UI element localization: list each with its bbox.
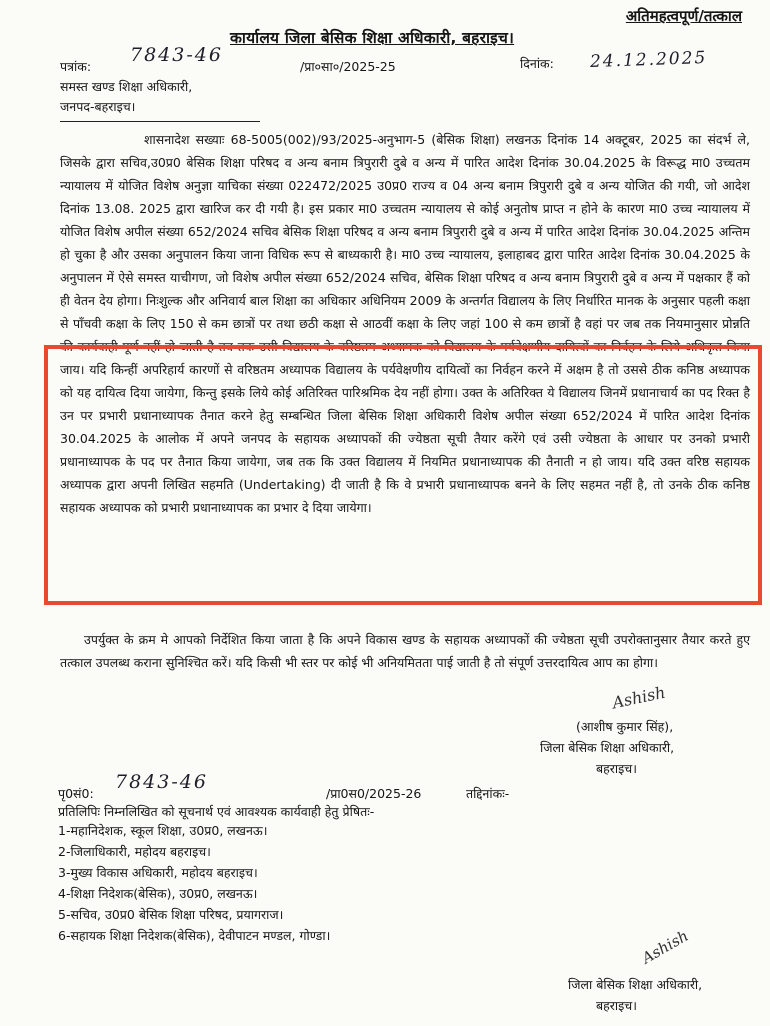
list-item: 6-सहायक शिक्षा निदेशक(बेसिक), देवीपाटन मण्डल, गोण्डा। [58, 928, 331, 943]
date-label: दिनांक: [520, 56, 554, 71]
endorsement-ref-code: /प्रा0स0/2025-26 [326, 786, 422, 801]
addressee-divider [60, 121, 260, 122]
body-paragraph-1: शासनादेश सख्याः 68-5005(002)/93/2025-अनुभाग-5 (बेसिक शिक्षा) लखनऊ दिनांक 14 अक्टूबर, 2025 का संदर्भ ले, जिसके द्वारा सचिव,उ0प्र0 बेसिक शिक्षा परिषद व अन्य बनाम त्रिपुरारी दुबे व अन्य में पारित आदेश दिनांक 30.04.2025 के विरूद्ध मा0 उच्चतम न्यायालय में योजित विशेष अनुज्ञा याचिका संख्या 022472/2025 उ0प्र0 राज्य व 04 अन्य बनाम त्रिपुरारी दुबे व अन्य योजित की गयी, जो आदेश दिनांक 13.08. 2025 द्वारा खारिज कर दी गयी है। इस प्रकार मा0 उच्चतम न्यायालय से कोई अनुतोष प्राप्त न होने के कारण मा0 उच्च न्यायालय में योजित विशेष अपील संख्या 652/2024 सचिव बेसिक शिक्षा परिषद व अन्य बनाम त्रिपुरारी दुबे व अन्य में पारित आदेश दिनांक 30.04.2025 अन्तिम हो चुका है और उसका अनुपालन किया जाना विधिक रूप से बाध्यकारी है। मा0 उच्च न्यायालय, इलाहाबद द्वारा पारित आदेश दिनांक 30.04.2025 के अनुपालन में ऐसे समस्त याचीगण, जो विशेष अपील संख्या 652/2024 सचिव, बेसिक शिक्षा परिषद व अन्य बनाम त्रिपुरारी दुबे व अन्य में पक्षकार हैं को ही वेतन देय होगा। निःशुल्क और अनिवार्य बाल शिक्षा का अधिकार अधिनियम 2009 के अन्तर्गत विद्यालय के लिए निर्धारित मानक के अनुसार पहली कक्षा से पाँचवी कक्षा के लिए 150 से कम छात्रों पर तथा छठी कक्षा से आठवीं कक्षा के लिए जहां 100 से कम छात्रों है वहां पर जब तक नियमानुसार प्रोन्नति की कार्यवाही पूर्ण नहीं हो जाती है तब तक उसी विद्यालय के वरिष्ठतम अध्यापक को विद्यालय के पर्यवेक्षणीय दायित्वों का निर्वहन के लिये अधिकृत किया जाय। यदि किन्हीं अपरिहार्य कारणों से वरिष्ठतम अध्यापक विद्यालय के पर्यवेक्षणीय दायित्वों का निर्वहन करने में अक्षम है तो उससे ठीक कनिष्ठ अध्यापक को यह दायित्व दिया जायेगा, किन्तु इसके लिये कोई अतिरिक्त पारिश्रमिक देय नहीं होगा। उक्त के अतिरिक्त ये विद्यालय जिनमें प्रधानाचार्य का पद रिक्त है उन पर प्रभारी प्रधानाध्यापक तैनात करने हेतु सम्बन्धित जिला बेसिक शिक्षा अधिकारी विशेष अपील संख्या 652/2024 में पारित आदेश दिनांक 30.04.2025 के आलोक में अपने जनपद के सहायक अध्यापकों की ज्येष्ठता सूची तैयार करेंगे एवं उसी ज्येष्ठता के आधार पर उनको प्रभारी प्रधानाध्यापक के पद पर तैनात किया जायेगा, जब तक कि उक्त विद्यालय में नियमित प्रधानाध्यापक की तैनाती न हो जाय। यदि उक्त वरिष्ठ सहायक अध्यापक द्वारा अपनी लिखित सहमति (Undertaking) दी जाती है कि वे प्रभारी प्रधानाध्यापक बनने के लिए सहमत नहीं है, तो उनके ठीक कनिष्ठ सहायक अध्यापक को प्रभारी प्रधानाध्यापक का प्रभार दे दिया जायेगा। [60, 132, 750, 515]
addressee-line1: समस्त खण्ड शिक्षा अधिकारी, [60, 79, 193, 94]
list-item: 4-शिक्षा निदेशक(बेसिक), उ0प्र0, लखनऊ। [58, 886, 258, 901]
signatory-designation-2: जिला बेसिक शिक्षा अधिकारी, [568, 977, 703, 992]
patrank-label: पत्रांक: [60, 59, 92, 74]
date-value: 24.12.2025 [589, 47, 708, 73]
signatory-location: बहराइच। [596, 761, 637, 776]
signature-block-1 [540, 716, 675, 779]
signature-scrawl-2: Ashish [638, 926, 692, 968]
signature-scrawl: Ashish [610, 682, 668, 713]
signatory-location-2: बहराइच। [596, 998, 637, 1013]
signatory-designation: जिला बेसिक शिक्षा अधिकारी, [540, 740, 675, 755]
urgency-label: अतिमहत्वपूर्ण/तत्काल [625, 7, 742, 25]
patrank-ref-code: /प्रा०सा०/2025-25 [300, 59, 396, 74]
endorsement-date-label: तद्दिनांकः- [466, 786, 510, 801]
endorsement-prefix: पृ0सं0: [58, 786, 94, 801]
signatory-name: (आशीष कुमार सिंह), [576, 719, 674, 734]
list-item: 2-जिलाधिकारी, महोदय बहराइच। [58, 844, 211, 859]
patrank-number: 7843-46 [130, 44, 223, 66]
endorsement-number: 7843-46 [115, 771, 208, 793]
copy-heading: प्रतिलिपिः निम्नलिखित को सूचनार्थ एवं आवश्यक कार्यवाही हेतु प्रेषितः- [58, 804, 375, 819]
recipient-list [58, 820, 330, 946]
office-title: कार्यालय जिला बेसिक शिक्षा अधिकारी, बहराइच। [230, 29, 515, 47]
body-paragraph-2: उपर्युक्त के क्रम मे आपको निर्देशित किया जाता है कि अपने विकास खण्ड के सहायक अध्यापकों की ज्येष्ठता सूची उपरोक्तानुसार तैयार करते हुए तत्काल उपलब्ध कराना सुनिश्चित करें। यदि किसी भी स्तर पर कोई भी अनियमितता पाई जाती है तो संपूर्ण उत्तरदायित्व आप का होगा। [60, 632, 750, 670]
list-item: 5-सचिव, उ0प्र0 बेसिक शिक्षा परिषद, प्रयागराज। [58, 907, 284, 922]
list-item: 1-महानिदेशक, स्कूल शिक्षा, उ0प्र0, लखनऊ। [58, 823, 268, 838]
addressee-line2: जनपद-बहराइच। [60, 99, 136, 114]
list-item: 3-मुख्य विकास अधिकारी, महोदय बहराइच। [58, 865, 258, 880]
signature-block-2 [568, 974, 702, 1016]
